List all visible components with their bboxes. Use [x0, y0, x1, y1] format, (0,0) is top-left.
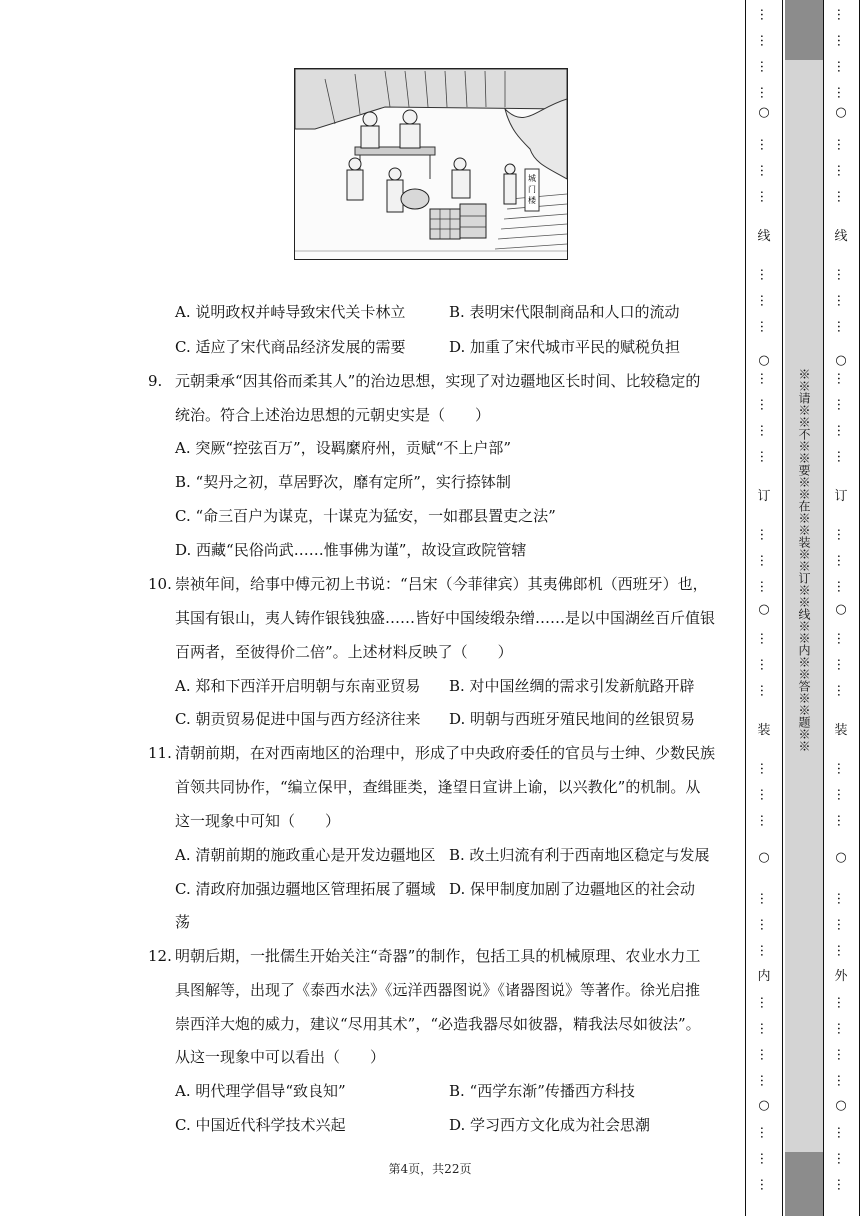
q10-option-a: A. 郑和下西洋开启明朝与东南亚贸易 — [175, 677, 421, 695]
dot-leader: … — [757, 658, 772, 671]
dot-leader: … — [834, 788, 849, 801]
dot-leader: … — [834, 658, 849, 671]
dot-leader: … — [757, 1178, 772, 1191]
dot-leader: … — [834, 372, 849, 385]
q9-stem-line-1: 元朝秉承“因其俗而柔其人”的治边思想，实现了对边疆地区长时间、比较稳定的 — [175, 372, 701, 390]
q9-option-c: C. “命三百户为谋克，十谋克为猛安，一如郡县置吏之法” — [175, 507, 556, 525]
dot-leader: … — [757, 892, 772, 905]
q10-option-c: C. 朝贡贸易促进中国与西方经济往来 — [175, 710, 421, 728]
dot-leader: … — [834, 1126, 849, 1139]
dot-leader: … — [834, 294, 849, 307]
dot-leader: … — [757, 86, 772, 99]
q10-number: 10. — [148, 575, 172, 593]
q9-option-d: D. 西藏“民俗尚武……惟事佛为谨”，故设宣政院管辖 — [175, 541, 527, 559]
dot-leader: … — [757, 1152, 772, 1165]
dot-leader: … — [834, 944, 849, 957]
dot-leader: … — [757, 164, 772, 177]
dot-leader: … — [834, 86, 849, 99]
outer-circle-3: ○ — [835, 602, 847, 617]
dot-leader: … — [834, 164, 849, 177]
dot-leader: … — [834, 554, 849, 567]
q12-option-c: C. 中国近代科学技术兴起 — [175, 1116, 346, 1134]
outer-label-zhuang: 装 — [834, 723, 848, 738]
dot-leader: … — [834, 762, 849, 775]
q11-option-c: C. 清政府加强边疆地区管理拓展了疆域 — [175, 880, 436, 898]
q12-number: 12. — [148, 947, 172, 965]
dot-leader: … — [757, 138, 772, 151]
q12-option-d: D. 学习西方文化成为社会思潮 — [449, 1116, 651, 1134]
outer-circle-1: ○ — [835, 105, 847, 120]
dot-leader: … — [834, 1022, 849, 1035]
q12-stem-line-3: 崇西洋大炮的威力，建议“尽用其术”，“必造我器尽如彼器，精我法尽如彼法”。 — [175, 1015, 701, 1033]
dot-leader: … — [757, 320, 772, 333]
outer-label-xian: 线 — [834, 229, 848, 244]
dot-leader: … — [757, 762, 772, 775]
binding-cap-bottom — [785, 1152, 823, 1216]
dot-leader: … — [757, 632, 772, 645]
market-scene-drawing — [295, 69, 567, 259]
q8-option-d: D. 加重了宋代城市平民的赋税负担 — [449, 338, 681, 356]
q8-option-c: C. 适应了宋代商品经济发展的需要 — [175, 338, 406, 356]
dot-leader: … — [757, 814, 772, 827]
q11-stem-line-1: 清朝前期，在对西南地区的治理中，形成了中央政府委任的官员与士绅、少数民族 — [175, 744, 716, 762]
dot-leader: … — [757, 1074, 772, 1087]
binding-cap-top — [785, 0, 823, 64]
q9-option-b: B. “契丹之初，草居野次，靡有定所”，实行捺钵制 — [175, 473, 511, 491]
binding-border-left — [745, 0, 746, 1216]
dot-leader: … — [757, 1022, 772, 1035]
inner-circle-1: ○ — [758, 105, 770, 120]
binding-margin — [745, 0, 860, 1216]
inner-circle-4: ○ — [758, 850, 770, 865]
inner-circle-3: ○ — [758, 602, 770, 617]
outer-circle-4: ○ — [835, 850, 847, 865]
q10-option-b: B. 对中国丝绸的需求引发新航路开辟 — [449, 677, 695, 695]
dot-leader: … — [834, 268, 849, 281]
q12-option-a: A. 明代理学倡导“致良知” — [175, 1082, 346, 1100]
historical-illustration — [294, 68, 568, 260]
q10-stem-line-2: 其国有银山，夷人铸作银钱独盛……皆好中国绫缎杂缯……是以中国湖丝百斤值银 — [175, 609, 716, 627]
dot-leader: … — [757, 996, 772, 1009]
dot-leader: … — [834, 1048, 849, 1061]
inner-label-ding: 订 — [757, 489, 771, 504]
dot-leader: … — [757, 372, 772, 385]
binding-border-inner — [782, 0, 783, 1216]
q11-option-b: B. 改土归流有利于西南地区稳定与发展 — [449, 846, 710, 864]
q10-stem-line-1: 崇祯年间，给事中傅元初上书说：“吕宋（今菲律宾）其夷佛郎机（西班牙）也， — [175, 575, 708, 593]
dot-leader: … — [757, 1126, 772, 1139]
inner-circle-2: ○ — [758, 353, 770, 368]
dot-leader: … — [757, 268, 772, 281]
dot-leader: … — [834, 996, 849, 1009]
sign-text: 城门楼 — [528, 174, 536, 205]
q11-stem-line-2: 首领共同协作，“编立保甲，查缉匪类，逢望日宣讲上谕，以兴教化”的机制。从 — [175, 778, 701, 796]
dot-leader: … — [834, 8, 849, 21]
dot-leader: … — [757, 398, 772, 411]
dot-leader: … — [834, 1152, 849, 1165]
dot-leader: … — [757, 60, 772, 73]
inner-label-xian: 线 — [757, 229, 771, 244]
dot-leader: … — [834, 632, 849, 645]
dot-leader: … — [834, 450, 849, 463]
q11-option-d: D. 保甲制度加剧了边疆地区的社会动 — [449, 880, 696, 898]
q12-stem-line-1: 明朝后期，一批儒生开始关注“奇器”的制作，包括工具的机械原理、农业水力工 — [175, 947, 701, 965]
q9-number: 9. — [148, 372, 163, 390]
outer-label-wai: 外 — [834, 969, 848, 984]
dot-leader: … — [834, 528, 849, 541]
dot-leader: … — [757, 788, 772, 801]
dot-leader: … — [834, 398, 849, 411]
dot-leader: … — [834, 60, 849, 73]
dot-leader: … — [834, 814, 849, 827]
dot-leader: … — [757, 944, 772, 957]
dot-leader: … — [757, 34, 772, 47]
dot-leader: … — [834, 580, 849, 593]
inner-label-zhuang: 装 — [757, 723, 771, 738]
dot-leader: … — [834, 320, 849, 333]
dot-leader: … — [834, 34, 849, 47]
dot-leader: … — [834, 918, 849, 931]
dot-leader: … — [757, 684, 772, 697]
dot-leader: … — [757, 8, 772, 21]
dot-leader: … — [834, 1178, 849, 1191]
binding-border-middle — [823, 0, 824, 1216]
q9-stem-line-2: 统治。符合上述治边思想的元朝史实是（ ） — [175, 406, 491, 424]
q11-option-d-continued: 荡 — [175, 913, 191, 931]
binding-warning-text: ※※请※※不※※要※※在※※装※※订※※线※※内※※答※※题※※ — [797, 368, 811, 752]
dot-leader: … — [834, 424, 849, 437]
page-number: 第4页，共22页 — [388, 1162, 472, 1176]
q10-option-d: D. 明朝与西班牙殖民地间的丝银贸易 — [449, 710, 696, 728]
dot-leader: … — [834, 892, 849, 905]
dot-leader: … — [834, 1074, 849, 1087]
q8-option-a: A. 说明政权并峙导致宋代关卡林立 — [175, 303, 406, 321]
q11-number: 11. — [148, 744, 172, 762]
dot-leader: … — [757, 580, 772, 593]
dot-leader: … — [757, 450, 772, 463]
dot-leader: … — [757, 1048, 772, 1061]
q9-option-a: A. 突厥“控弦百万”，设羁縻府州，贡赋“不上户部” — [175, 439, 512, 457]
inner-circle-5: ○ — [758, 1098, 770, 1113]
q12-stem-line-2: 具图解等，出现了《泰西水法》《远洋西器图说》《诸器图说》等著作。徐光启推 — [175, 981, 701, 999]
dot-leader: … — [757, 528, 772, 541]
outer-label-ding: 订 — [834, 489, 848, 504]
q11-option-a: A. 清朝前期的施政重心是开发边疆地区 — [175, 846, 436, 864]
q12-stem-line-4: 从这一现象中可以看出（ ） — [175, 1048, 386, 1066]
dot-leader: … — [834, 190, 849, 203]
outer-circle-2: ○ — [835, 353, 847, 368]
dot-leader: … — [757, 554, 772, 567]
dot-leader: … — [757, 918, 772, 931]
dot-leader: … — [757, 190, 772, 203]
dot-leader: … — [834, 138, 849, 151]
q11-stem-line-3: 这一现象中可知（ ） — [175, 812, 341, 830]
q12-option-b: B. “西学东渐”传播西方科技 — [449, 1082, 635, 1100]
dot-leader: … — [757, 294, 772, 307]
outer-circle-5: ○ — [835, 1098, 847, 1113]
q8-option-b: B. 表明宋代限制商品和人口的流动 — [449, 303, 680, 321]
inner-label-nei: 内 — [757, 969, 771, 984]
dot-leader: … — [757, 424, 772, 437]
q10-stem-line-3: 百两者，至彼得价二倍”。上述材料反映了（ ） — [175, 643, 513, 661]
dot-leader: … — [834, 684, 849, 697]
